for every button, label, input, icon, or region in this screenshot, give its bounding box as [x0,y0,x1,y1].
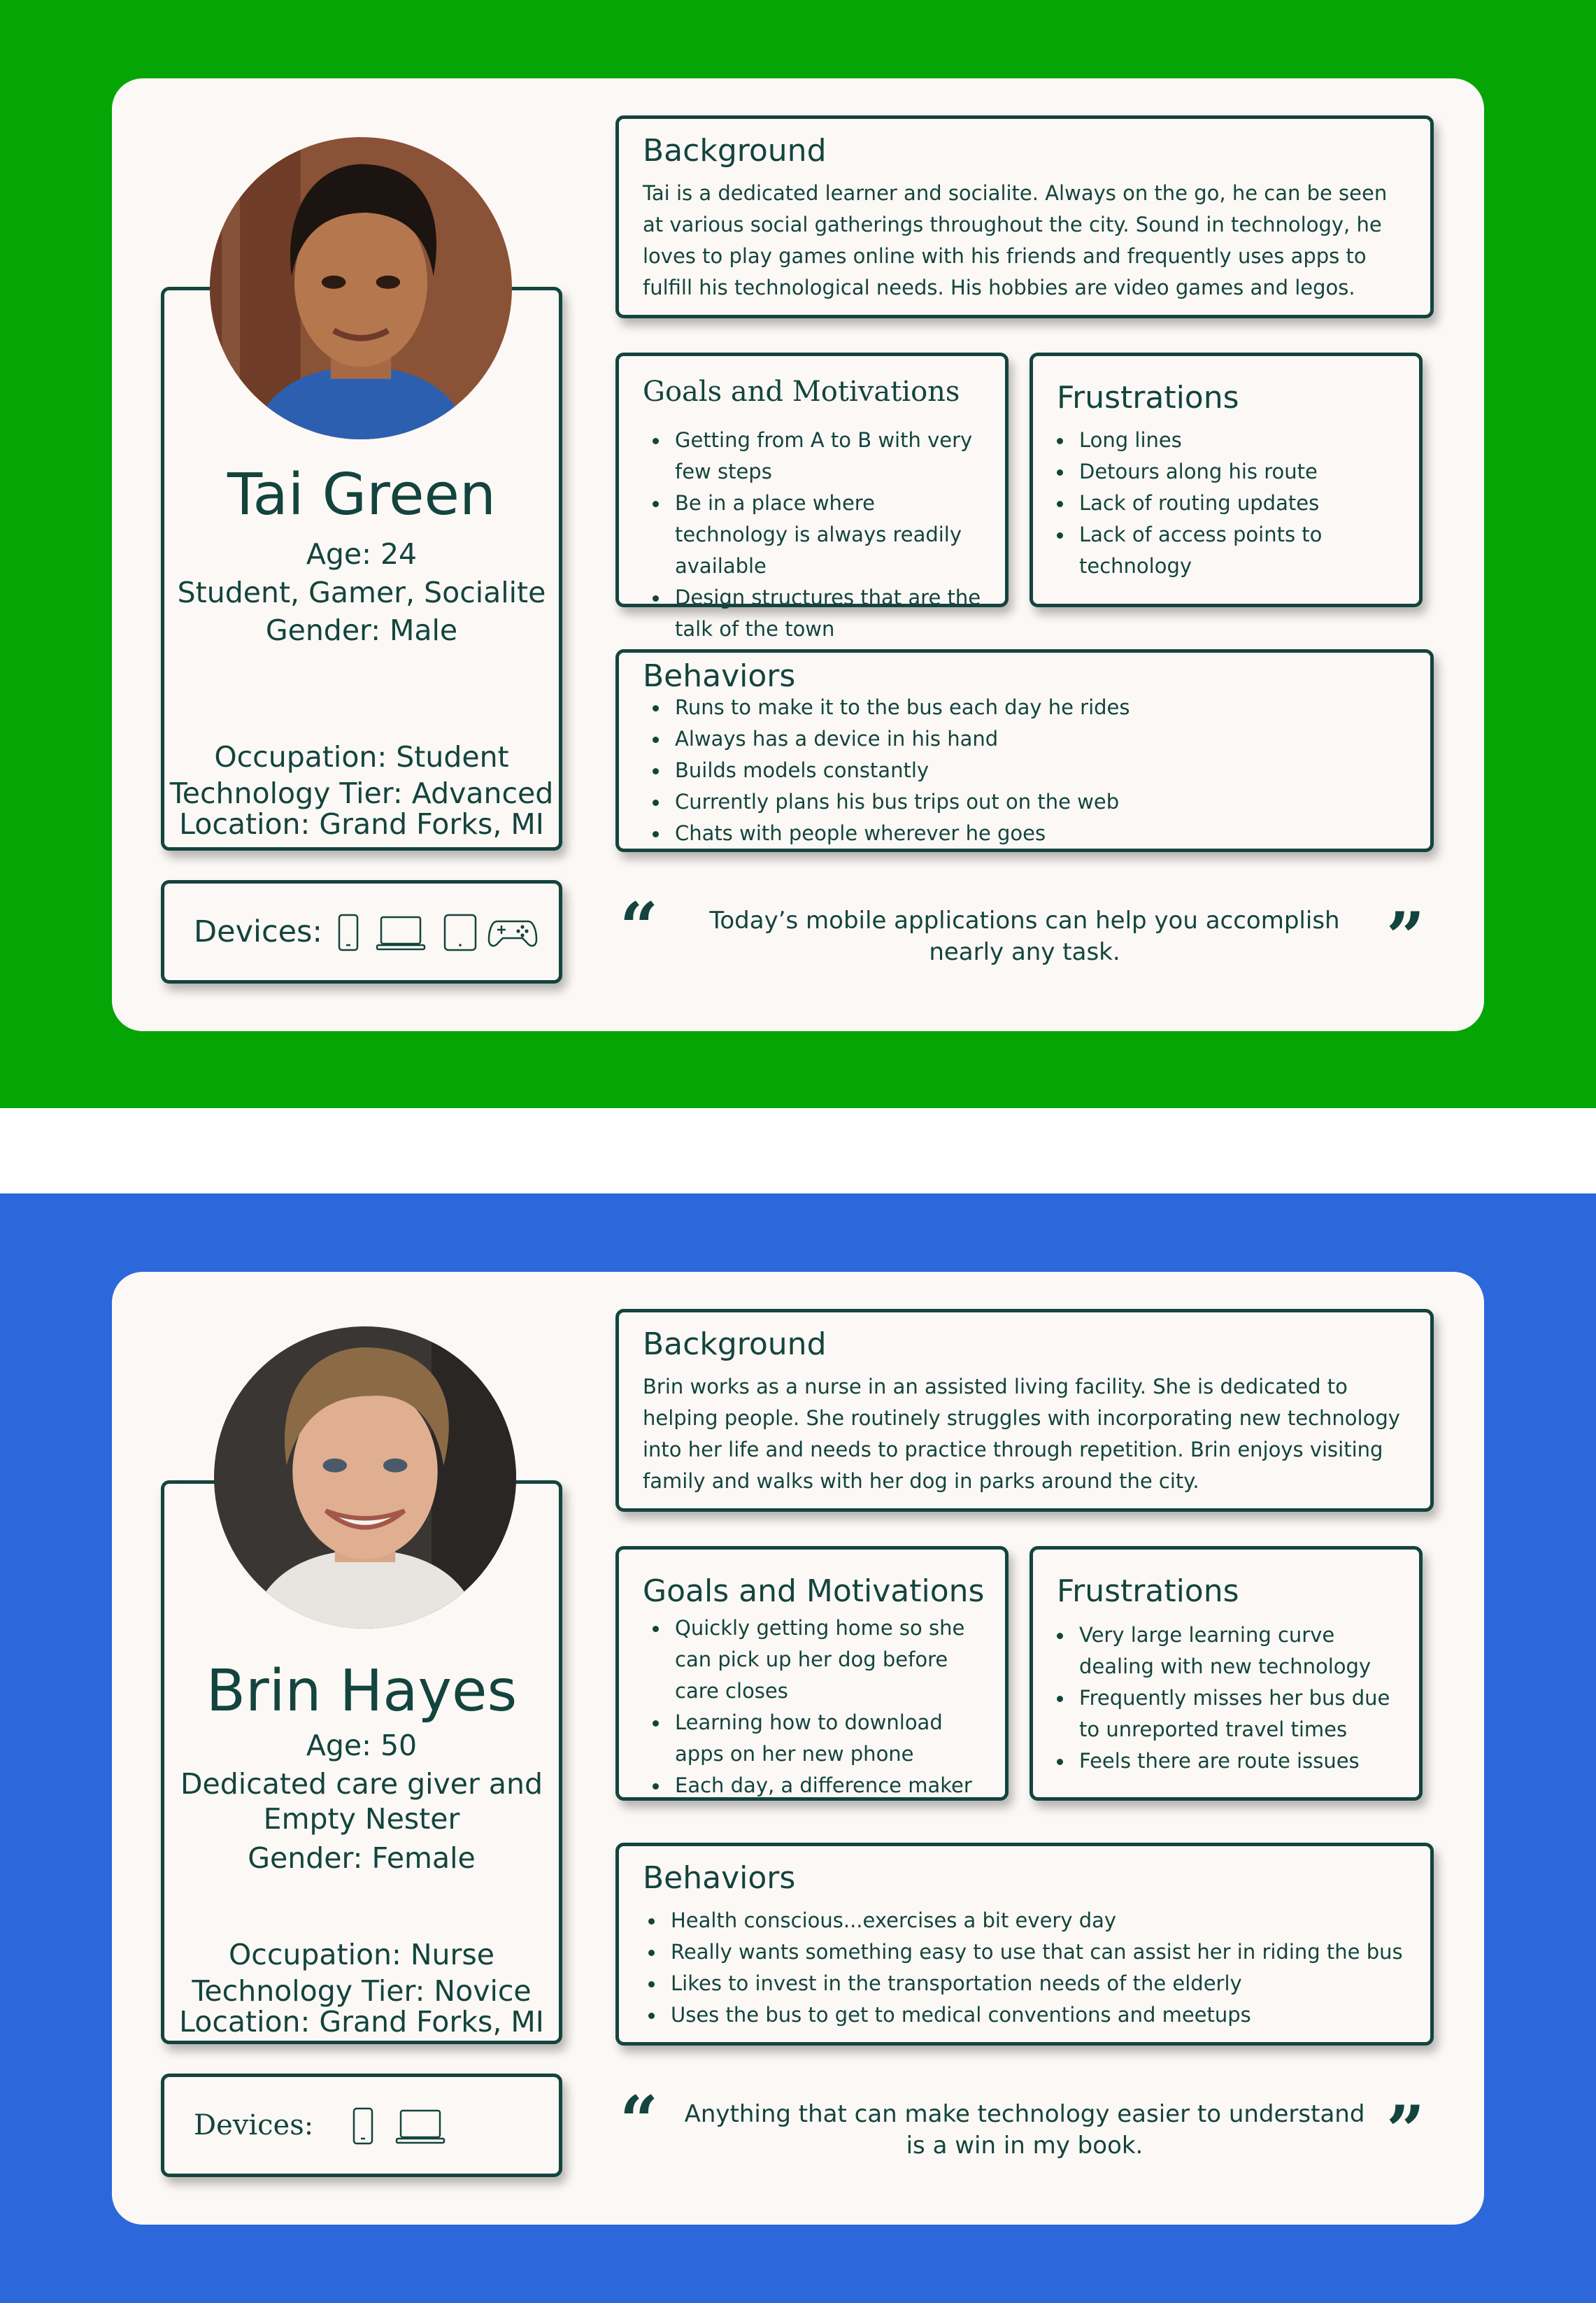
list-item: Currently plans his bus trips out on the web [643,786,1416,818]
persona-gender: Gender: Female [248,1841,476,1875]
persona-roles: Dedicated care giver and Empty Nester [180,1767,543,1836]
list-item: Uses the bus to get to medical conventions and meetups [639,1999,1416,2031]
persona-age: Age: 24 [306,537,418,571]
persona-quote: Anything that can make technology easier to understand is a win in my book. [684,2100,1365,2160]
list-item: Always has a device in his hand [643,723,1416,755]
list-item: Really wants something easy to use that can assist her in riding the bus [639,1936,1416,1968]
phone-icon [352,2106,374,2148]
list-item: Each day, a difference maker [643,1770,991,1801]
close-quote-icon: ” [1386,898,1425,977]
persona-gender: Gender: Male [265,614,458,647]
close-quote-icon: ” [1386,2091,1425,2170]
persona-tech-tier: Technology Tier: Advanced [169,777,554,810]
background-text: Brin works as a nurse in an assisted living facility. She is dedicated to helping people. She routinely struggles with incorporating new technology into her life and needs to practice through repetition. Brin enjoys visiting family and walks with her dog in parks around the city. [643,1375,1400,1493]
frustrations-panel [1029,353,1423,607]
persona-occupation: Occupation: Nurse [229,1938,494,1971]
list-item: Lack of access points to technology [1047,519,1405,582]
devices-panel [161,2074,562,2177]
persona-name: Tai Green [227,462,496,528]
tablet-icon [443,913,478,955]
persona-roles: Student, Gamer, Socialite [177,576,546,609]
list-item: Runs to make it to the bus each day he rides [643,692,1416,723]
background-title: Background [643,1326,827,1362]
persona-card-tai [112,78,1484,1031]
list-item: Feels there are route issues [1047,1745,1405,1777]
goals-title: Goals and Motivations [643,1573,985,1609]
persona-location: Location: Grand Forks, MI [179,807,544,841]
devices-panel [161,880,562,984]
devices-label: Devices: [194,2109,314,2141]
frustrations-list [1047,1620,1405,1777]
persona-age: Age: 50 [306,1729,418,1762]
behaviors-title: Behaviors [643,1860,796,1896]
persona-quote: Today’s mobile applications can help you accomplish nearly any task. [709,907,1340,966]
frustrations-list [1047,425,1405,582]
list-item: Learning how to download apps on her new phone [643,1707,991,1770]
persona-name: Brin Hayes [206,1658,518,1724]
background-title: Background [643,133,827,169]
persona-photo [214,1326,516,1629]
list-item: Chats with people wherever he goes [643,818,1416,849]
list-item: Frequently misses her bus due to unreported travel times [1047,1682,1405,1745]
list-item: Quickly getting home so she can pick up her dog before care closes [643,1613,991,1707]
persona-photo [210,137,512,439]
open-quote-icon: “ [620,888,659,967]
behaviors-list [643,692,1416,849]
frustrations-title: Frustrations [1057,380,1239,416]
persona-location: Location: Grand Forks, MI [179,2005,544,2039]
frustrations-title: Frustrations [1057,1573,1239,1609]
behaviors-list [639,1905,1416,2031]
background-panel [615,115,1434,318]
goals-panel [615,1546,1009,1801]
behaviors-panel [615,1843,1434,2046]
goals-list [643,1613,991,1801]
devices-label: Devices: [194,914,322,949]
goals-panel [615,353,1009,641]
persona-tech-tier: Technology Tier: Novice [192,1974,532,2008]
list-item: Likes to invest in the transportation needs of the elderly [639,1968,1416,1999]
laptop-icon [395,2106,446,2148]
list-item: Detours along his route [1047,456,1405,488]
behaviors-panel [615,649,1434,852]
list-item: Be in a place where technology is always readily available [643,488,991,582]
gamepad-icon [487,913,538,955]
goals-title: Goals and Motivations [643,376,960,408]
list-item: Lack of routing updates [1047,488,1405,519]
list-item: Very large learning curve dealing with new technology [1047,1620,1405,1682]
laptop-icon [376,913,426,955]
persona-occupation: Occupation: Student [214,740,509,774]
phone-icon [337,913,359,955]
persona-card-brin [112,1272,1484,2225]
list-item: Long lines [1047,425,1405,456]
open-quote-icon: “ [620,2081,659,2160]
list-item: Builds models constantly [643,755,1416,786]
list-item: Health conscious...exercises a bit every day [639,1905,1416,1936]
goals-list [643,425,991,645]
background-panel [615,1309,1434,1512]
background-text: Tai is a dedicated learner and socialite. Always on the go, he can be seen at various social gatherings throughout the city. Sound in technology, he loves to play games online with his friends and frequently uses apps to fulfill his technological needs. His hobbies are video games and legos. [643,181,1388,299]
frustrations-panel [1029,1546,1423,1801]
behaviors-title: Behaviors [643,658,796,694]
list-item: Getting from A to B with very few steps [643,425,991,488]
list-item: Design structures that are the talk of the town [643,582,991,645]
